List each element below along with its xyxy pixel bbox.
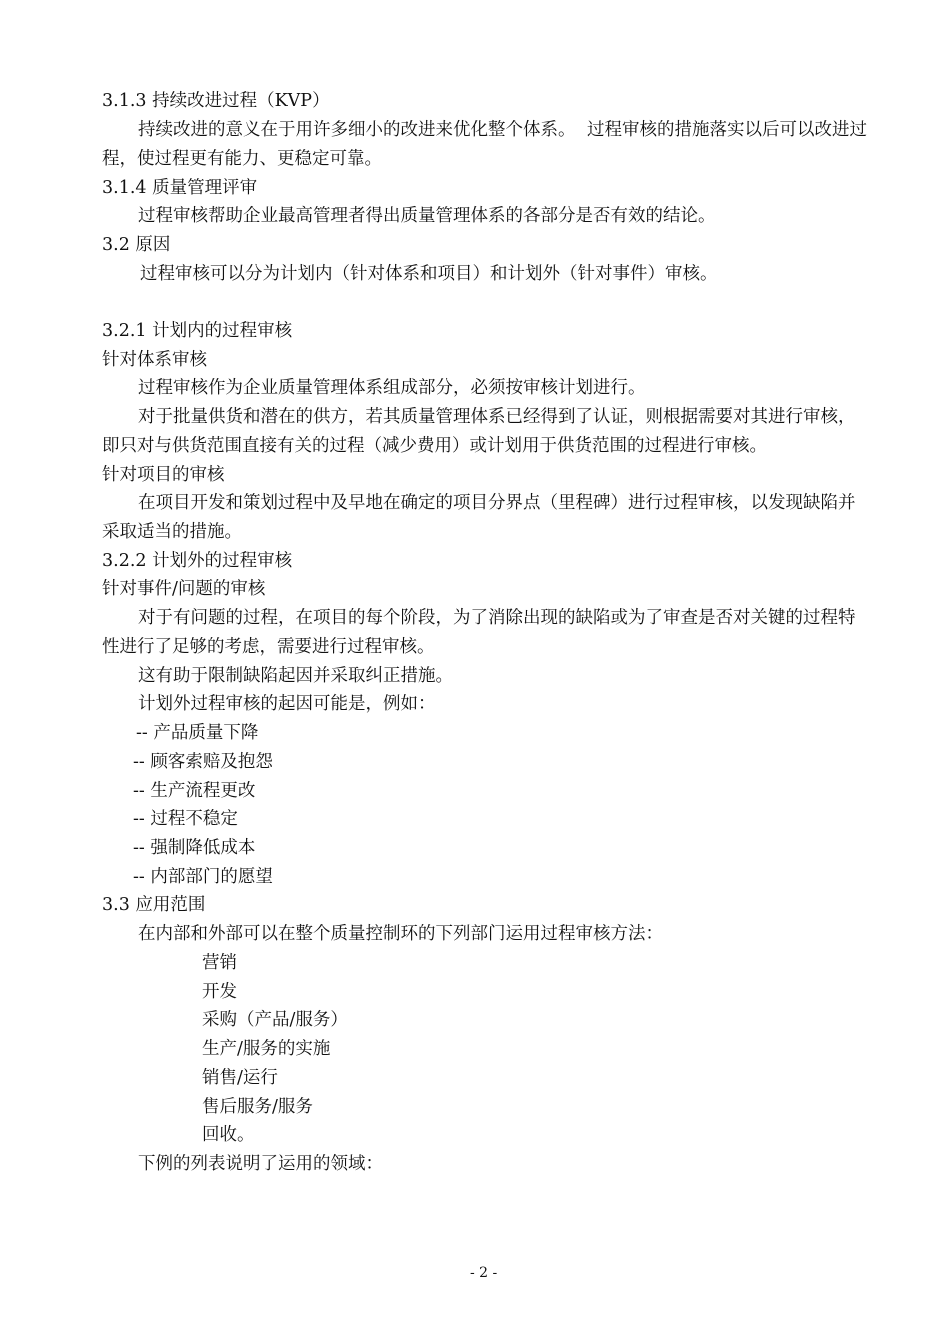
paragraph-line: 计划外过程审核的起因可能是，例如： <box>138 694 436 714</box>
subheading: 针对体系审核 <box>102 350 207 370</box>
heading-3-2: 3.2 原因 <box>102 235 171 255</box>
subheading: 针对事件/问题的审核 <box>102 579 266 599</box>
paragraph-line: 采取适当的措施。 <box>102 522 242 542</box>
heading-3-2-1: 3.2.1 计划内的过程审核 <box>102 321 293 341</box>
paragraph-line: 过程审核可以分为计划内（针对体系和项目）和计划外（针对事件）审核。 <box>140 264 718 284</box>
list-item: -- 强制降低成本 <box>133 838 256 858</box>
paragraph-line: 在项目开发和策划过程中及早地在确定的项目分界点（里程碑）进行过程审核，以发现缺陷并 <box>138 493 856 513</box>
paragraph-line: 即只对与供货范围直接有关的过程（减少费用）或计划用于供货范围的过程进行审核。 <box>102 436 767 456</box>
paragraph-line: 下例的列表说明了运用的领域： <box>138 1154 383 1174</box>
heading-3-2-2: 3.2.2 计划外的过程审核 <box>102 551 293 571</box>
list-item: 售后服务/服务 <box>202 1097 313 1117</box>
paragraph-line: 过程审核帮助企业最高管理者得出质量管理体系的各部分是否有效的结论。 <box>138 206 716 226</box>
page-number: - 2 - <box>470 1265 498 1281</box>
list-item: 采购（产品/服务） <box>202 1010 348 1030</box>
list-item: -- 内部部门的愿望 <box>133 867 273 887</box>
paragraph-line: 程，使过程更有能力、更稳定可靠。 <box>102 149 382 169</box>
heading-3-3: 3.3 应用范围 <box>102 895 206 915</box>
list-item: 营销 <box>202 953 237 973</box>
paragraph-line: 性进行了足够的考虑，需要进行过程审核。 <box>102 637 435 657</box>
list-item: -- 产品质量下降 <box>136 723 259 743</box>
list-item: -- 生产流程更改 <box>133 781 256 801</box>
heading-3-1-3: 3.1.3 持续改进过程（KVP） <box>102 91 330 111</box>
heading-3-1-4: 3.1.4 质量管理评审 <box>102 178 258 198</box>
paragraph-line: 对于批量供货和潜在的供方，若其质量管理体系已经得到了认证，则根据需要对其进行审核， <box>138 407 856 427</box>
list-item: -- 顾客索赔及抱怨 <box>133 752 273 772</box>
list-item: -- 过程不稳定 <box>133 809 238 829</box>
subheading: 针对项目的审核 <box>102 465 225 485</box>
list-item: 回收。 <box>202 1125 255 1145</box>
paragraph-line: 在内部和外部可以在整个质量控制环的下列部门运用过程审核方法： <box>138 924 663 944</box>
paragraph-line: 对于有问题的过程，在项目的每个阶段，为了消除出现的缺陷或为了审查是否对关键的过程特 <box>138 608 856 628</box>
paragraph-line: 过程审核作为企业质量管理体系组成部分，必须按审核计划进行。 <box>138 378 646 398</box>
list-item: 销售/运行 <box>202 1068 278 1088</box>
paragraph-line-overlap: 过程审核的措施落实以后可以改进过 <box>587 120 867 140</box>
list-item: 开发 <box>202 982 237 1002</box>
paragraph-line: 持续改进的意义在于用许多细小的改进来优化整个体系。 <box>138 120 576 140</box>
list-item: 生产/服务的实施 <box>202 1039 331 1059</box>
paragraph-line: 这有助于限制缺陷起因并采取纠正措施。 <box>138 666 453 686</box>
